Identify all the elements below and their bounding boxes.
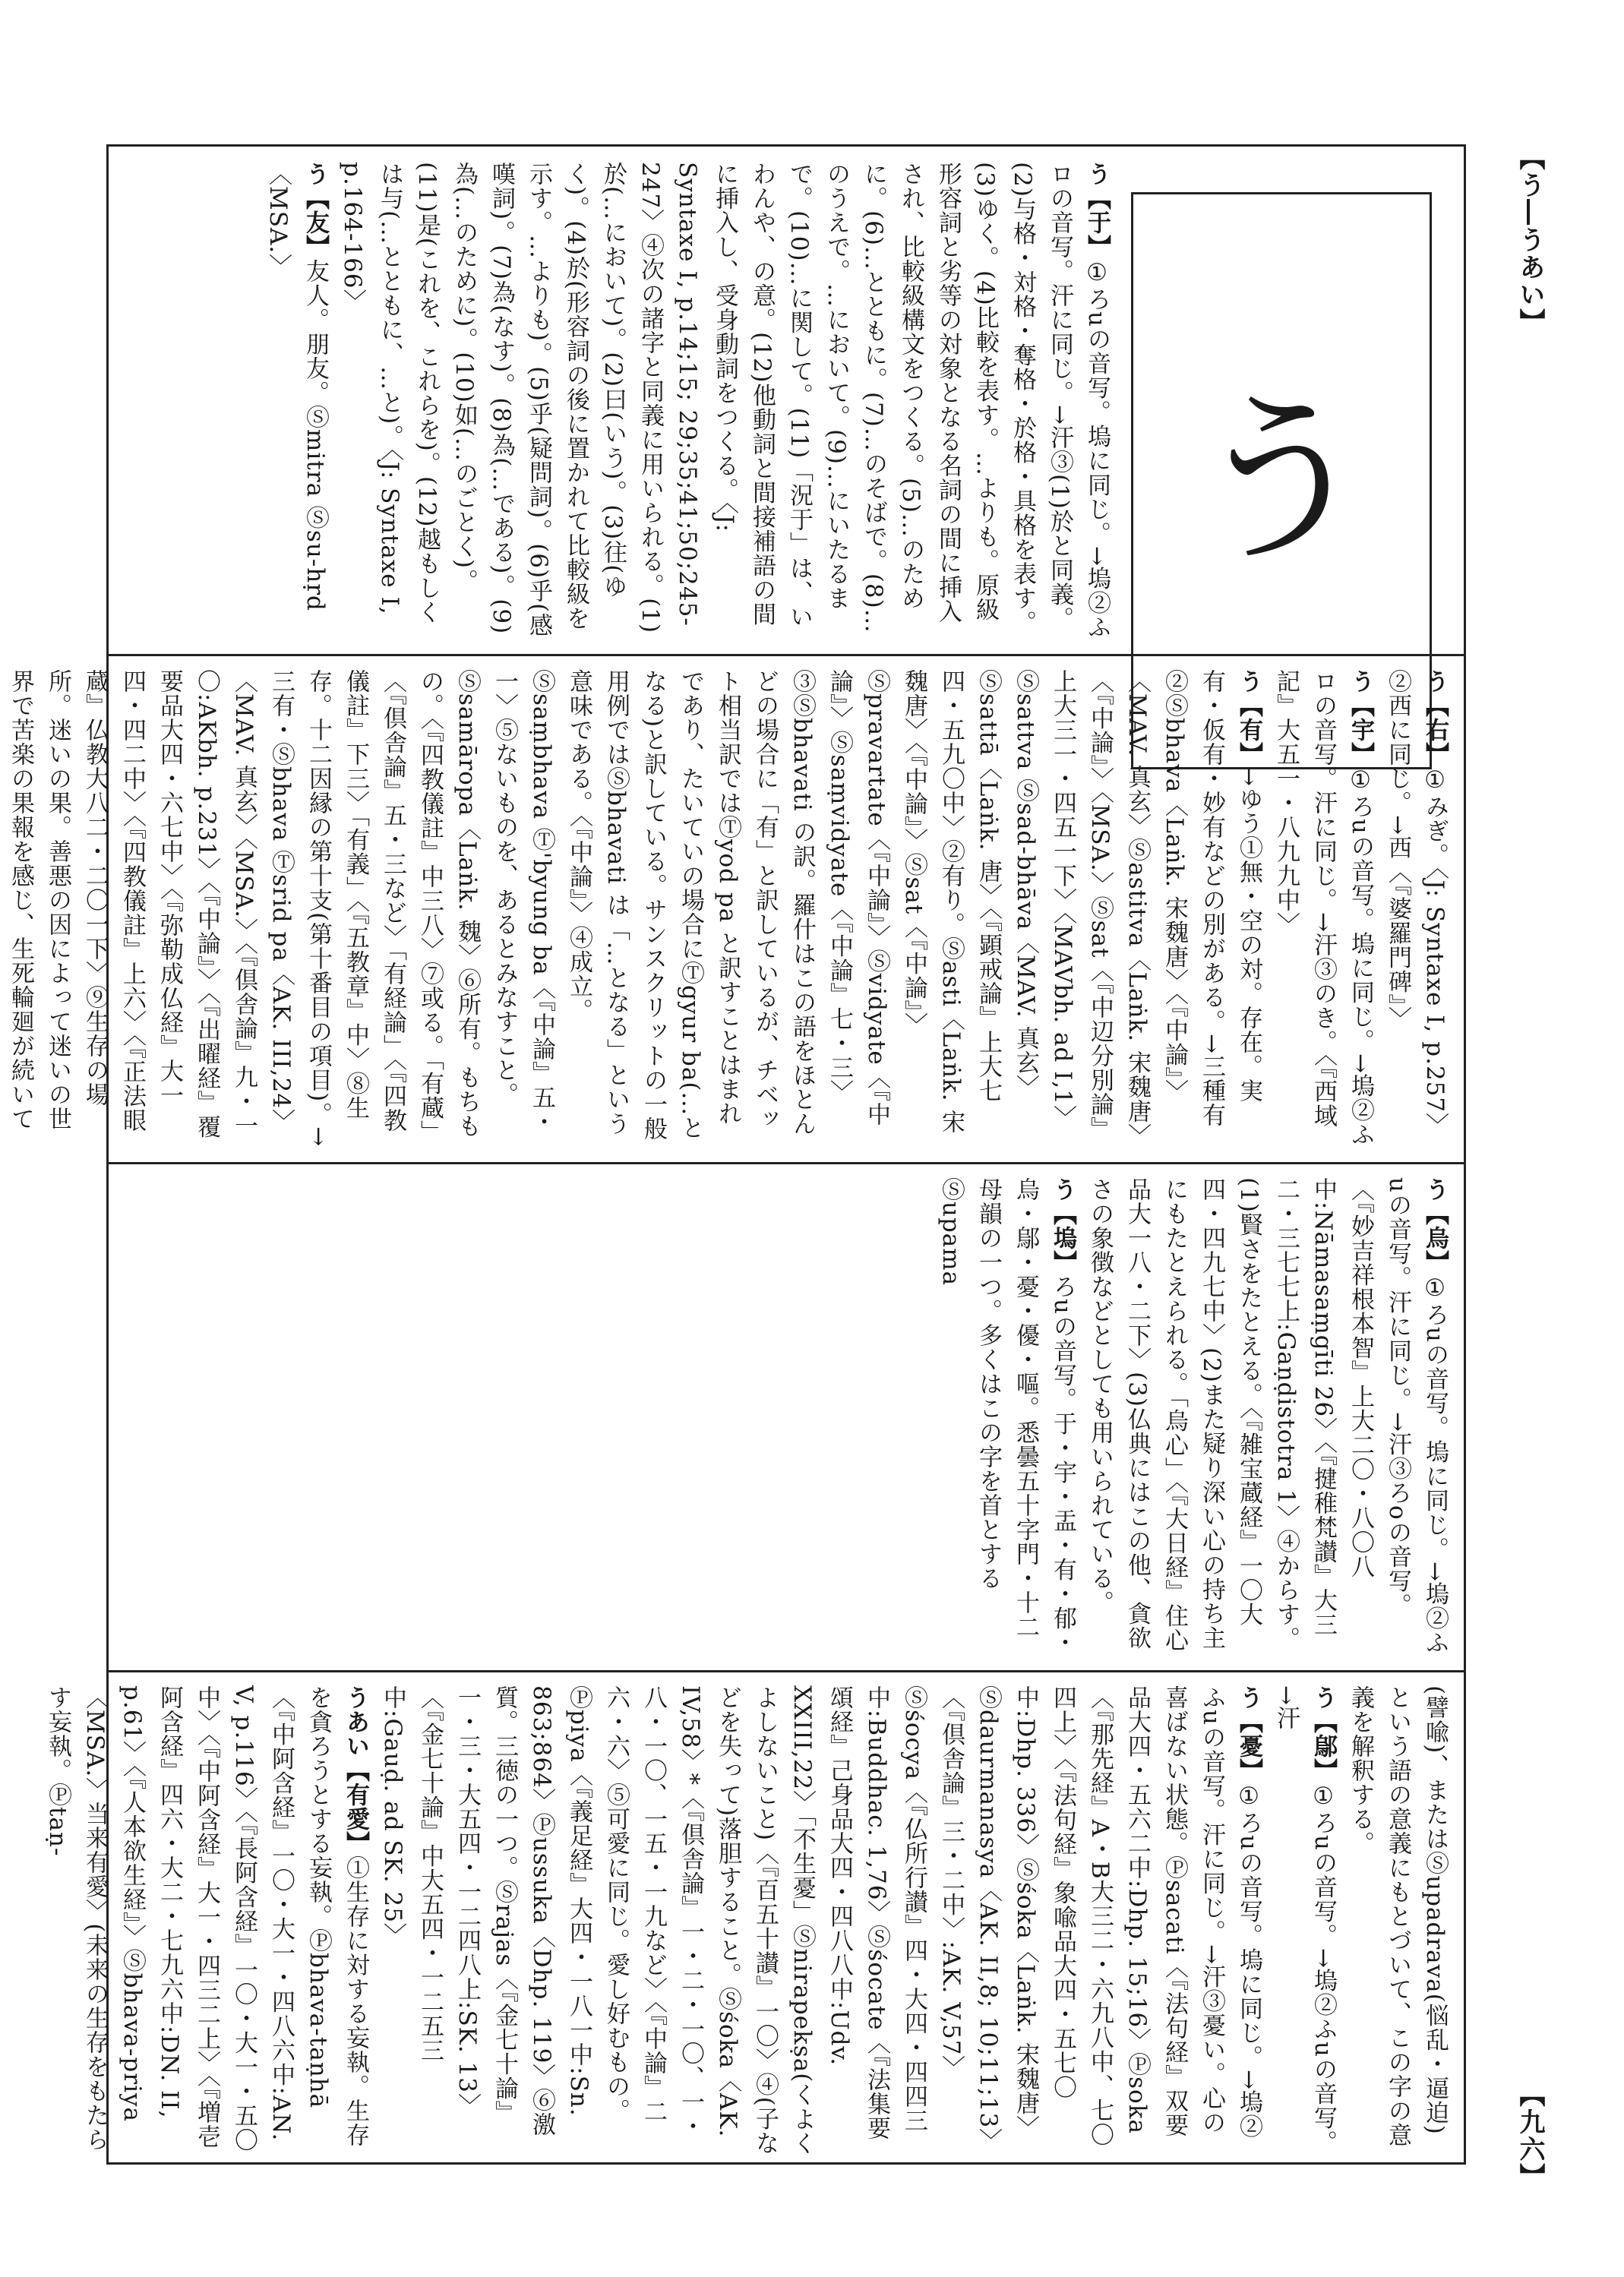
entry-continuation [1341,1685,1453,2156]
entry-u-karasu [1081,1177,1453,1656]
band2-column [7,669,1453,1148]
entry-headword: う【憂】 [1235,1685,1262,1783]
entry-body: ①ろuの音写。塢に同じ。→塢②ふロの音写。汗に同じ。→汗③(1)於と同義。(2)与格・対格・奪格・於格・具格を表す。(3)ゆく。(4)比較を表す。…よりも。原級形容詞と劣等の対象となる名詞の間に挿入され、比較級構文をつくる。(5)…のために。(6)…とともに。(7)…のそばで。(8)…のうえで。…において。(9)…にいたるまで。(10)…に関して。(11)「況于」は、いわんや、の意。(12)他動詞と間接補語の間に挿入し、受身動詞をつくる。〈J: Syntaxe I, p.14;15; 29;35;41;50;245-247〉④次の諸字と同義に用いられる。(1)於(…において)。(2)曰(いう)。(3)往(ゆく)。(4)於(形容詞の後に置かれて比較級を示す。…よりも)。(5)乎(疑問詞)。(6)乎(感嘆詞)。(7)為(なす)。(8)為(…である)。(9)為(…のために)。(10)如(…のごとく)。(11)是(これを、これらを)。(12)越もしくは与(…とともに、…と)。〈J: Syntaxe I, p.164-166〉 [339,162,1111,640]
entry-body: ①ろuの音写。→塢②ふuの音写。→汗 [1272,1685,1337,2155]
band3-column [109,1177,1453,1656]
entry-body: (譬喩)、またはⓈupadrava(悩乱・逼迫)という語の意義にもとづいて、この字の意義を解釈する。 [1347,1685,1449,2147]
running-head: 【う―うあい】 [1515,144,1545,336]
entry-body: 友人。朋友。Ⓢmitra Ⓢsu-hṛd〈MSA.〉 [264,162,329,611]
entry-body: →ゆう①無・空の対。存在。実有・仮有・妙有などの別がある。→三種有②Ⓢbhava〈Laṅk. 宋魏唐〉〈『中論』〉〈MAV. 真玄〉Ⓢastitva〈Laṅk. 宋魏唐〉〈『中論』〉〈MSA.〉Ⓢsat〈『中辺分別論』上大三一・四五一下〉〈MAVbh. ad I,1〉Ⓢsattva Ⓢsad-bhāva〈MAV. 真玄〉Ⓢsattā〈Laṅk. 唐〉〈『顕戒論』上大七四・五九〇中〉②有り。Ⓢasti〈Laṅk. 宋魏唐〉〈『中論』〉Ⓢsat〈『中論』〉Ⓢpravartate〈『中論』〉Ⓢvidyate〈『中論』〉Ⓢsaṃvidyate〈『中論』七・三〉③Ⓢbhavati の訳。羅什はこの語をほとんどの場合に「有」と訳しているが、チベット相当訳ではⓉyod pa と訳すことはまれであり、たいていの場合にⓉgyur ba(…となる)と訳している。サンスクリットの一般用例ではⓈbhavati は「…となる」という意味である。〈『中論』〉④成立。Ⓢsaṃbhava Ⓣ'byung ba〈『中論』五・一〉⑤ないものを、あるとみなすこと。Ⓢsamāropa〈Laṅk. 魏〉⑥所有。もちもの。〈『四教儀註』中三八〉⑦或る。「有蔵」〈『倶舎論』五・三など〉「有経論」〈『四教儀註』下三〉「有義」〈『五教章』中〉⑧生存。十二因縁の第十支(第十番目の項目)。→三有・Ⓢbhava Ⓣsrid pa〈AK. III,24〉〈MAV. 真玄〉〈MSA.〉〈『倶舎論』九・一〇:AKbh. p.231〉〈『中論』〉〈『出曜経』覆要品大四・六七中〉〈『弥勒成仏経』大一四・四二中〉〈『四教儀註』上六〉〈『正法眼蔵』仏教大八二・二〇一下〉⑨生存の場所。迷いの果。善悪の因によって迷いの世界で苦楽の果報を感じ、生死輪廻が続いて [7,669,1262,1148]
band-divider [109,1670,1464,1672]
entry-headword: う【烏】 [1421,1177,1449,1274]
entry-body: ①ろuの音写。塢に同じ。→塢②ふuの音写。汗に同じ。→汗③憂い。心の喜ばない状態。Ⓟsacati〈『法句経』双要品大四・五六二中:Dhp. 15;16〉Ⓟsoka〈『那先経』A・B大三二・六九八中、七〇四上〉〈『法句経』象喩品大四・五七〇中:Dhp. 336〉Ⓢśoka〈Laṅk. 宋魏唐〉Ⓢdaurmanasya〈AK. II,8; 10;11;13〉〈『倶舎論』三・二中〉:AK. V,57〉Ⓢśocya〈『仏所行讃』四・大四・四四三中:Buddhac. 1,76〉Ⓢśocate〈『法集要頌経』己身品大四・四八八中:Udv. XXIII,22〉「不生憂」Ⓢnirapekṣa(くよくよしないこと)〈『百五十讃』一〇〉④(子などを失って)落胆すること。Ⓢśoka〈AK. IV,58〉*〈『倶舎論』一・二・一〇、一・八・一〇、一五・一九など〉〈『中論』二六・六〉⑤可愛に同じ。愛し好むもの。Ⓟpiya〈『義足経』大四・一八一中:Sn. 863;864〉Ⓟussuka〈Dhp. 119〉⑥激質。三徳の一つ。Ⓢrajas〈『金七十論』一・三・大五四・一二四八上:SK. 13〉〈『金七十論』中大五四・一二五三中:Gauḍ. ad SK. 25〉 [379,1685,1262,2156]
entry-body: ①ろuの音写。塢に同じ。→塢②ふロの音写。汗に同じ。→汗③のき。〈『西域記』大五一・八九九中〉 [1272,669,1374,1147]
page-number: 【九六】 [1515,2081,1545,2190]
entry-u-migi [1379,669,1453,1148]
entry-headword: う【鄔】 [1310,1685,1337,1783]
entry-uai [39,1685,374,2156]
band-divider [109,1162,1464,1164]
entry-headword: う【宇】 [1347,669,1374,766]
band4-column [44,1685,1453,2156]
entry-body: ①みぎ。〈J: Syntaxe I, p.257〉②西に同じ。→西〈『婆羅門碑』〉 [1384,669,1449,1138]
band1-right-column [109,162,1115,640]
entry-headword: うあい【有愛】 [342,1685,369,1855]
page-frame [7,144,1466,2165]
entry-body: ①ろuの音写。塢に同じ。→塢②ふuの音写。汗に同じ。→汗③ろoの音写。〈『妙吉祥根本智』上大二〇・八〇八中:Nāmasaṃgīti 26〉〈『揵稚梵讃』大三二・三七七上:Gaṇḍistotra 1〉④からす。(1)賢さをたとえる。〈『雑宝蔵経』一〇大四・四九七中〉(2)また疑り深い心の持ち主にもたとえられる。「烏心」〈『大日経』住心品大一八・二下〉(3)仏典にはこの他、貪欲さの象徴などとしても用いられている。 [1086,1177,1449,1655]
entry-u-tomo [259,162,333,640]
entry-u-o [1267,1685,1341,2156]
entry-u-aru [0,669,1267,1148]
entry-u-noki [1267,669,1379,1148]
entry-body: ろuの音写。于・宇・盂・有・郁・烏・鄔・憂・優・嘔。悉曇五十字門・十二母韻の一つ。多くはこの字を首とするⓈupama [937,1177,1076,1655]
section-character: う [1190,374,1373,587]
entry-u-urei [374,1685,1267,2156]
entry-u-do [932,1177,1081,1656]
entry-headword: う【塢】 [1049,1177,1076,1274]
entry-body: ①生存に対する妄執。生存を貪ろうとする妄執。Ⓟbhava-taṇhā〈『中阿含経』一〇・大一・四八六中:AN. V, p.116〉〈『長阿含経』一〇・大一・五〇中〉〈『中阿含経』大一・四三二上〉〈『増壱阿含経』四六・大二・七九六中:DN. II, p.61〉〈『人本欲生経』〉Ⓢbhava-priya〈MSA.〉当来有愛〉(未来の生存をもたらす妄執。Ⓟtaṇ- [44,1685,369,2152]
entry-headword: う【有】 [1235,669,1262,766]
entry-headword: う【于】 [1083,162,1111,259]
entry-headword: う【右】 [1421,669,1449,766]
entry-u-yu [333,162,1115,640]
entry-headword: う【友】 [302,162,329,259]
